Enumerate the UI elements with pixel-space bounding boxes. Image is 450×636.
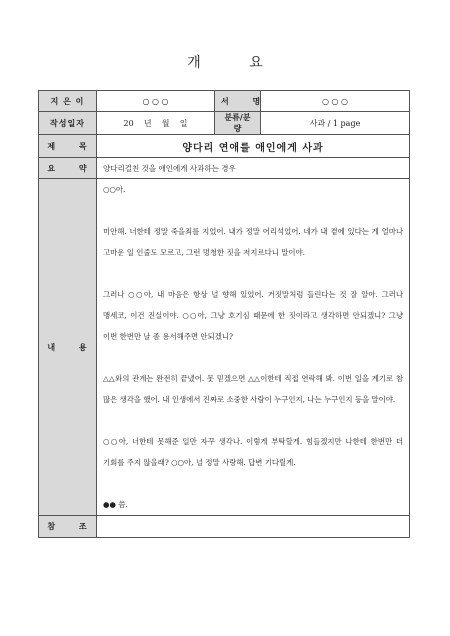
body-signature: ●● 씀. (103, 500, 128, 509)
page-title: 개 요 (187, 55, 285, 71)
reference-row (39, 516, 410, 538)
author-value: ○ ○ ○ (97, 91, 215, 112)
category-value: 사과 / 1 page (261, 112, 410, 135)
body-paragraph-5: ○○아, 너한테 못해준 일만 자꾸 생각나. 이렇게 부탁할게. 힘들겠지만 나한테 한번만 더 기회를 주지 않을래? ○○아, 널 정말 사랑해. 답변 기다릴게. (103, 437, 403, 467)
body-paragraph-1: ○○아. (103, 185, 126, 194)
subject-label: 제 목 (39, 135, 97, 158)
recipient-label: 서 명 (215, 91, 261, 112)
body-content (97, 179, 410, 516)
body-paragraph-4: △△와의 관계는 완전히 끝냈어. 못 믿겠으면 △△이한테 직접 연락해 봐. 이번 일을 계기로 참 많은 생각을 했어. 내 인생에서 진짜로 소중한 사람이 누구인지, 나는 누구인지 등을 말이야. (103, 374, 403, 404)
body-row (39, 179, 410, 516)
date-value: 20 년 월 일 (97, 112, 215, 135)
date-label: 작성일자 (39, 112, 97, 135)
date-row (39, 112, 410, 135)
reference-value (97, 516, 410, 538)
subject-row (39, 135, 410, 158)
category-label: 분류/분량 (215, 112, 261, 135)
body-paragraph-2: 미안해. 너한테 정말 죽을죄를 지었어. 내가 정말 어리석었어. 네가 내 곁에 있다는 게 얼마나 고마운 일 인줄도 모르고, 그런 멍청한 짓을 저지르다니 말이야. (103, 227, 403, 257)
summary-label: 요 약 (39, 158, 97, 179)
body-label: 내 용 (39, 179, 97, 516)
subject-value: 양다리 연애를 애인에게 사과 (97, 135, 410, 158)
summary-value: 양다리걸친 것을 애인에게 사과하는 경우 (97, 158, 410, 179)
document-form-table (38, 90, 410, 538)
author-row (39, 91, 410, 112)
author-label: 지 은 이 (39, 91, 97, 112)
reference-label: 참 조 (39, 516, 97, 538)
summary-row (39, 158, 410, 179)
body-paragraph-3: 그러나 ○○아, 내 마음은 항상 널 향해 있었어. 거짓말처럼 들린다는 것 잘 알아. 그러나 맹세코, 이건 진실이야. ○○아, 그냥 호기심 때문에 한 짓이라고 생각하면 안되겠니? 그냥 이번 한번만 날 좀 용서해주면 안되겠니? (103, 290, 403, 341)
recipient-value: ○ ○ ○ (261, 91, 410, 112)
